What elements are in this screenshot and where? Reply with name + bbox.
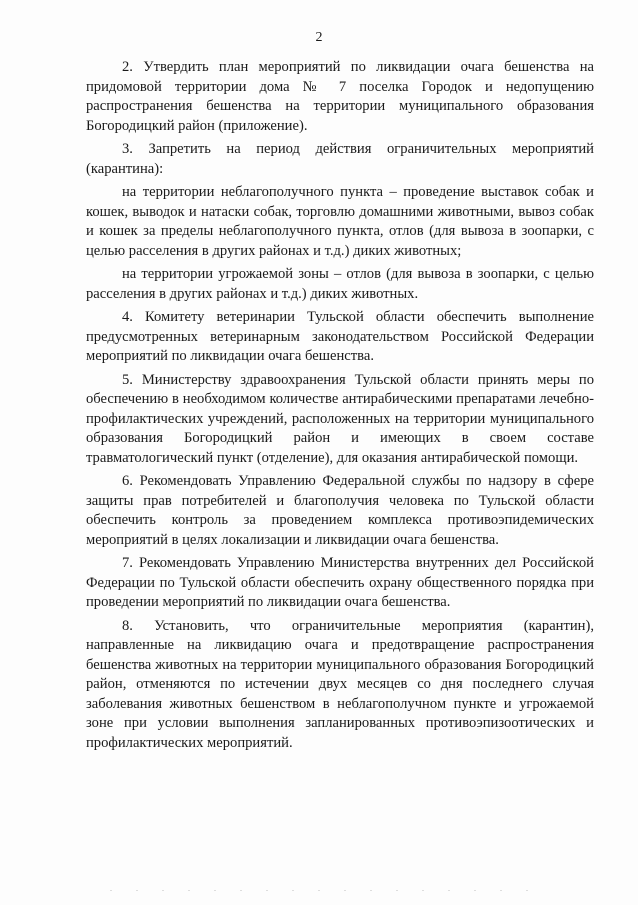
paragraph-item-4: 4. Комитету ветеринарии Тульской области обеспечить выполнение предусмотренных ветеринарным законодательством Российской Федерации мероприятий по ликвидации очага бешенства.: [86, 309, 594, 364]
paragraph-item-7: 7. Рекомендовать Управлению Министерства внутренних дел Российской Федерации по Тульской области обеспечить охрану общественного порядка при проведении мероприятий по ликвидации очага бешенства.: [86, 555, 594, 610]
paragraph-item-6: 6. Рекомендовать Управлению Федеральной службы по надзору в сфере защиты прав потребителей и благополучия человека по Тульской области обеспечить контроль за проведением комплекса противоэпидемических мероприятий в целях локализации и ликвидации очага бешенства.: [86, 473, 594, 548]
paragraph-item-2: 2. Утвердить план мероприятий по ликвидации очага бешенства на придомовой территории дома № 7 поселка Городок и недопущению распространения бешенства на территории муниципального образования Богородицкий район (приложение).: [86, 59, 594, 134]
document-body: [86, 58, 594, 757]
scan-artifact: [110, 890, 530, 891]
paragraph-item-8: 8. Установить, что ограничительные мероприятия (карантин), направленные на ликвидацию очага и предотвращение распространения бешенства животных на территории муниципального образования Богородицкий район, отменяются по истечении двух месяцев со дня последнего случая заболевания животных бешенством в неблагополучном пункте и угрожаемой зоне при условии выполнения запланированных противоэпизоотических и профилактических мероприятий.: [86, 617, 594, 751]
page-number: 2: [315, 30, 323, 45]
paragraph-item-3-sub-1: на территории неблагополучного пункта – проведение выставок собак и кошек, выводок и натаски собак, торговлю домашними животными, вывоз собак и кошек за пределы неблагополучного пункта, отлов (для вывоза в зоопарки, с целью расселения в других районах и т.д.) диких животных;: [86, 184, 594, 259]
paragraph-item-3: 3. Запретить на период действия ограничительных мероприятий (карантина):: [86, 141, 594, 177]
paragraph-item-5: 5. Министерству здравоохранения Тульской области принять меры по обеспечению в необходимом количестве антирабическими препаратами лечебно-профилактических учреждений, расположенных на территории муниципального образования Богородицкий район и имеющих в своем составе травматологический пункт (отделение), для оказания антирабической помощи.: [86, 371, 594, 466]
paragraph-item-3-sub-2: на территории угрожаемой зоны – отлов (для вывоза в зоопарки, с целью расселения в других районах и т.д.) диких животных.: [86, 266, 594, 302]
